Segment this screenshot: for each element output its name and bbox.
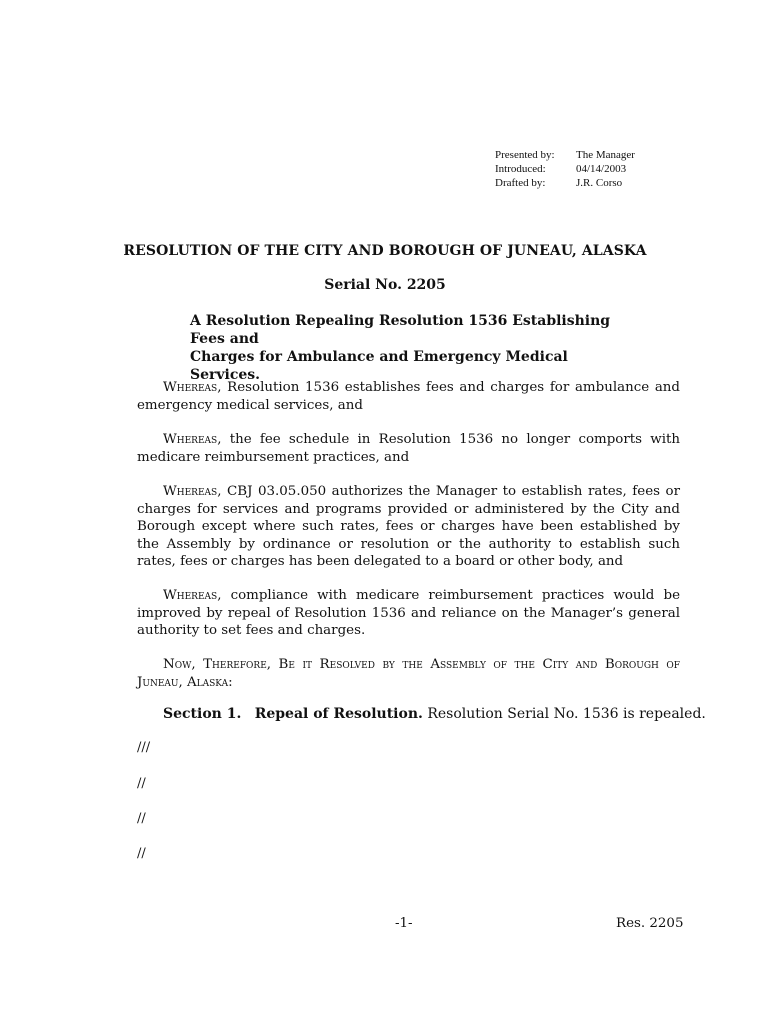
whereas-paragraph-3 bbox=[137, 483, 680, 571]
whereas-paragraph-1 bbox=[137, 379, 680, 414]
section-text: Resolution Serial No. 1536 is repealed. bbox=[427, 706, 706, 722]
whereas-paragraph-4 bbox=[137, 587, 680, 640]
introduced-row bbox=[495, 162, 635, 176]
page-number: -1- bbox=[395, 916, 413, 931]
presented-by-row bbox=[495, 148, 635, 162]
whereas-lead: Whereas bbox=[163, 484, 218, 499]
paragraph-text: , Resolution 1536 establishes fees and charges for ambulance and emergency medical services, and bbox=[137, 380, 680, 413]
drafted-by-row bbox=[495, 176, 635, 190]
section-number: Section 1. bbox=[163, 706, 242, 722]
paragraph-text: , compliance with medicare reimbursement practices would be improved by repeal of Resolution 1536 and reliance on the Manager’s general authority to set fees and charges. bbox=[137, 588, 680, 638]
slash-marker: // bbox=[137, 776, 146, 791]
whereas-lead: Whereas bbox=[163, 588, 218, 603]
introduced-label: Introduced: bbox=[495, 163, 546, 175]
subtitle-line-2: Charges for Ambulance and Emergency Medical Services. bbox=[190, 349, 568, 383]
paragraph-text: , CBJ 03.05.050 authorizes the Manager to establish rates, fees or charges for services and programs provided or administered by the City and Borough except where such rates, fees or charges have been established by the Assembly by ordinance or resolution or the authority to establish such rates, fees or charges has been delegated to a board or other body, and bbox=[137, 484, 680, 569]
slash-marker: // bbox=[137, 846, 146, 861]
subtitle-line-1: A Resolution Repealing Resolution 1536 Establishing Fees and bbox=[190, 313, 611, 347]
whereas-lead: Whereas bbox=[163, 432, 218, 447]
slash-marker: // bbox=[137, 811, 146, 826]
section-heading: Repeal of Resolution. bbox=[254, 706, 423, 722]
paragraph-text: , the fee schedule in Resolution 1536 no longer comports with medicare reimbursement practices, and bbox=[137, 432, 680, 465]
serial-number: Serial No. 2205 bbox=[324, 277, 446, 293]
drafted-by-label: Drafted by: bbox=[495, 177, 546, 189]
slash-marker: /// bbox=[137, 740, 151, 755]
document-metadata bbox=[495, 148, 635, 190]
resolved-paragraph: Now, Therefore, Be it Resolved by the Assembly of the City and Borough of Juneau, Alaska: bbox=[137, 657, 680, 690]
drafted-by-value: J.R. Corso bbox=[576, 177, 623, 189]
whereas-paragraph-2 bbox=[137, 431, 680, 466]
presented-by-label: Presented by: bbox=[495, 149, 555, 161]
whereas-lead: Whereas bbox=[163, 380, 218, 395]
section-1 bbox=[163, 706, 706, 722]
introduced-value: 04/14/2003 bbox=[576, 163, 627, 175]
document-title: RESOLUTION OF THE CITY AND BOROUGH OF JUNEAU, ALASKA bbox=[123, 243, 647, 259]
resolution-subtitle bbox=[190, 312, 640, 384]
presented-by-value: The Manager bbox=[576, 149, 635, 161]
resolution-footer-id: Res. 2205 bbox=[616, 916, 684, 931]
